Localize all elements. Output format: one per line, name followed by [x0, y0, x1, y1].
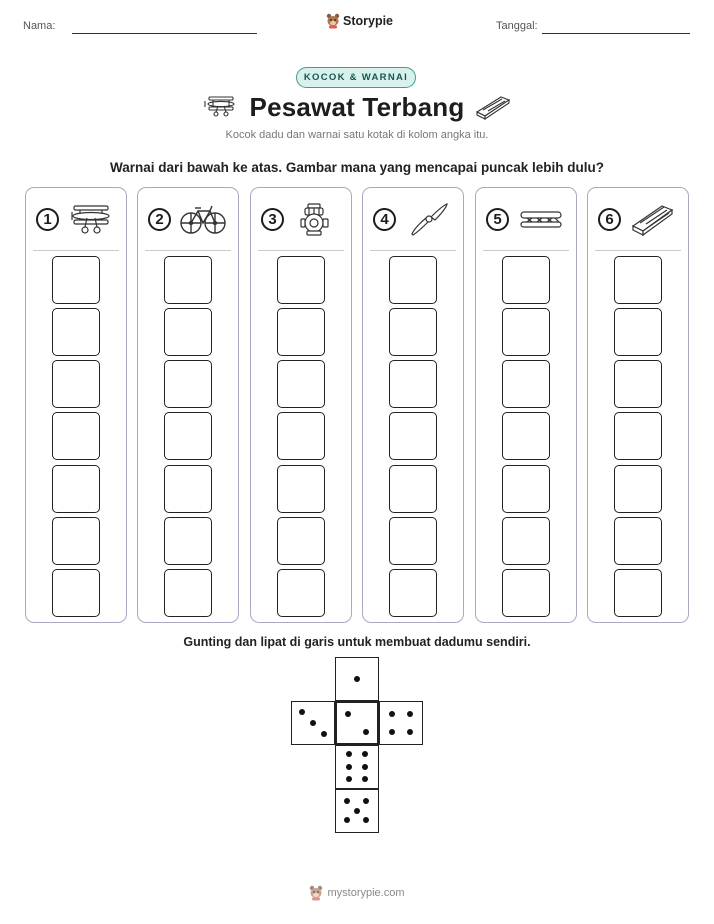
- color-box[interactable]: [389, 569, 437, 617]
- wing-icon: [518, 202, 564, 236]
- column-divider: [33, 250, 119, 251]
- dice-pip: [363, 729, 369, 735]
- color-box[interactable]: [502, 412, 550, 460]
- color-box[interactable]: [277, 517, 325, 565]
- engine-icon: [293, 202, 339, 236]
- dice-pip: [310, 720, 316, 726]
- color-box[interactable]: [52, 517, 100, 565]
- column-number: 6: [598, 208, 621, 231]
- color-box[interactable]: [52, 465, 100, 513]
- color-box[interactable]: [277, 412, 325, 460]
- color-box[interactable]: [164, 256, 212, 304]
- date-line[interactable]: [542, 33, 690, 34]
- color-box[interactable]: [52, 360, 100, 408]
- dice-pip: [345, 711, 351, 717]
- color-box[interactable]: [52, 308, 100, 356]
- column-header: [26, 202, 126, 236]
- color-box[interactable]: [502, 569, 550, 617]
- dice-pip: [344, 798, 350, 804]
- dice-pip: [363, 798, 369, 804]
- dice-face-5: [335, 789, 379, 833]
- color-box[interactable]: [389, 412, 437, 460]
- footer-url[interactable]: mystorypie.com: [327, 887, 405, 899]
- brand-name: Storypie: [343, 14, 394, 28]
- color-box[interactable]: [502, 517, 550, 565]
- color-box[interactable]: [614, 360, 662, 408]
- column-number: 5: [486, 208, 509, 231]
- dice-pip: [389, 711, 395, 717]
- dice-pip: [346, 776, 352, 782]
- dice-pip: [362, 776, 368, 782]
- color-box[interactable]: [502, 465, 550, 513]
- dice-pip: [354, 676, 360, 682]
- column-header: [138, 202, 238, 236]
- storypie-logo: [326, 13, 393, 29]
- color-box[interactable]: [389, 465, 437, 513]
- color-box[interactable]: [164, 517, 212, 565]
- column-4: [362, 187, 464, 623]
- color-box[interactable]: [277, 308, 325, 356]
- page-subtitle: Kocok dadu dan warnai satu kotak di kolom angka itu.: [225, 129, 489, 141]
- dice-pip: [407, 729, 413, 735]
- page-title: Pesawat Terbang: [249, 92, 465, 122]
- color-box[interactable]: [52, 412, 100, 460]
- column-number: 1: [36, 208, 59, 231]
- dice-face-4: [379, 701, 423, 745]
- column-2: [137, 187, 239, 623]
- color-box[interactable]: [277, 569, 325, 617]
- dice-pip: [299, 709, 305, 715]
- column-number: 3: [261, 208, 284, 231]
- color-box[interactable]: [164, 308, 212, 356]
- dice-pip: [354, 808, 360, 814]
- date-label: Tanggal:: [496, 20, 538, 32]
- dice-pip: [363, 817, 369, 823]
- footer-mascot-icon: [309, 885, 323, 901]
- footer: [0, 885, 714, 901]
- dice-face-3: [291, 701, 335, 745]
- dice-face-1: [335, 657, 379, 701]
- column-divider: [145, 250, 231, 251]
- storypie-mascot-icon: [326, 13, 340, 29]
- name-line[interactable]: [72, 33, 257, 34]
- column-divider: [595, 250, 681, 251]
- dice-pip: [321, 731, 327, 737]
- dice-pip: [362, 751, 368, 757]
- color-box[interactable]: [277, 360, 325, 408]
- color-box[interactable]: [389, 256, 437, 304]
- color-box[interactable]: [614, 569, 662, 617]
- color-box[interactable]: [164, 465, 212, 513]
- dice-pip: [362, 764, 368, 770]
- color-box[interactable]: [614, 256, 662, 304]
- color-box[interactable]: [52, 256, 100, 304]
- dice-pip: [389, 729, 395, 735]
- color-box[interactable]: [389, 360, 437, 408]
- color-box[interactable]: [164, 569, 212, 617]
- color-box[interactable]: [277, 465, 325, 513]
- wood-plank-icon: [630, 202, 676, 236]
- column-header: [251, 202, 351, 236]
- color-box[interactable]: [614, 517, 662, 565]
- color-box[interactable]: [502, 360, 550, 408]
- column-3: [250, 187, 352, 623]
- bicycle-icon: [180, 202, 226, 236]
- column-6: [587, 187, 689, 623]
- color-box[interactable]: [389, 308, 437, 356]
- color-box[interactable]: [502, 308, 550, 356]
- color-box[interactable]: [277, 256, 325, 304]
- color-box[interactable]: [614, 412, 662, 460]
- color-box[interactable]: [52, 569, 100, 617]
- dice-pip: [344, 817, 350, 823]
- name-label: Nama:: [23, 20, 56, 32]
- column-number: 2: [148, 208, 171, 231]
- color-box[interactable]: [614, 308, 662, 356]
- column-header: [476, 202, 576, 236]
- column-header: [363, 202, 463, 236]
- column-1: [25, 187, 127, 623]
- color-box[interactable]: [164, 412, 212, 460]
- activity-badge: KOCOK & WARNAI: [296, 67, 416, 88]
- color-box[interactable]: [502, 256, 550, 304]
- dice-pip: [407, 711, 413, 717]
- dice-face-6: [335, 745, 379, 789]
- color-box[interactable]: [614, 465, 662, 513]
- column-divider: [483, 250, 569, 251]
- dice-pip: [346, 764, 352, 770]
- color-box[interactable]: [164, 360, 212, 408]
- column-number: 4: [373, 208, 396, 231]
- cut-instruction: Gunting dan lipat di garis untuk membuat dadumu sendiri.: [183, 635, 531, 649]
- coloring-instruction: Warnai dari bawah ke atas. Gambar mana yang mencapai puncak lebih dulu?: [110, 160, 604, 175]
- dice-pip: [346, 751, 352, 757]
- title-plank-icon: [475, 94, 511, 120]
- column-divider: [370, 250, 456, 251]
- propeller-icon: [405, 202, 451, 236]
- color-box[interactable]: [389, 517, 437, 565]
- column-divider: [258, 250, 344, 251]
- dice-face-2: [335, 701, 379, 745]
- biplane-icon: [68, 202, 114, 236]
- column-header: [588, 202, 688, 236]
- column-5: [475, 187, 577, 623]
